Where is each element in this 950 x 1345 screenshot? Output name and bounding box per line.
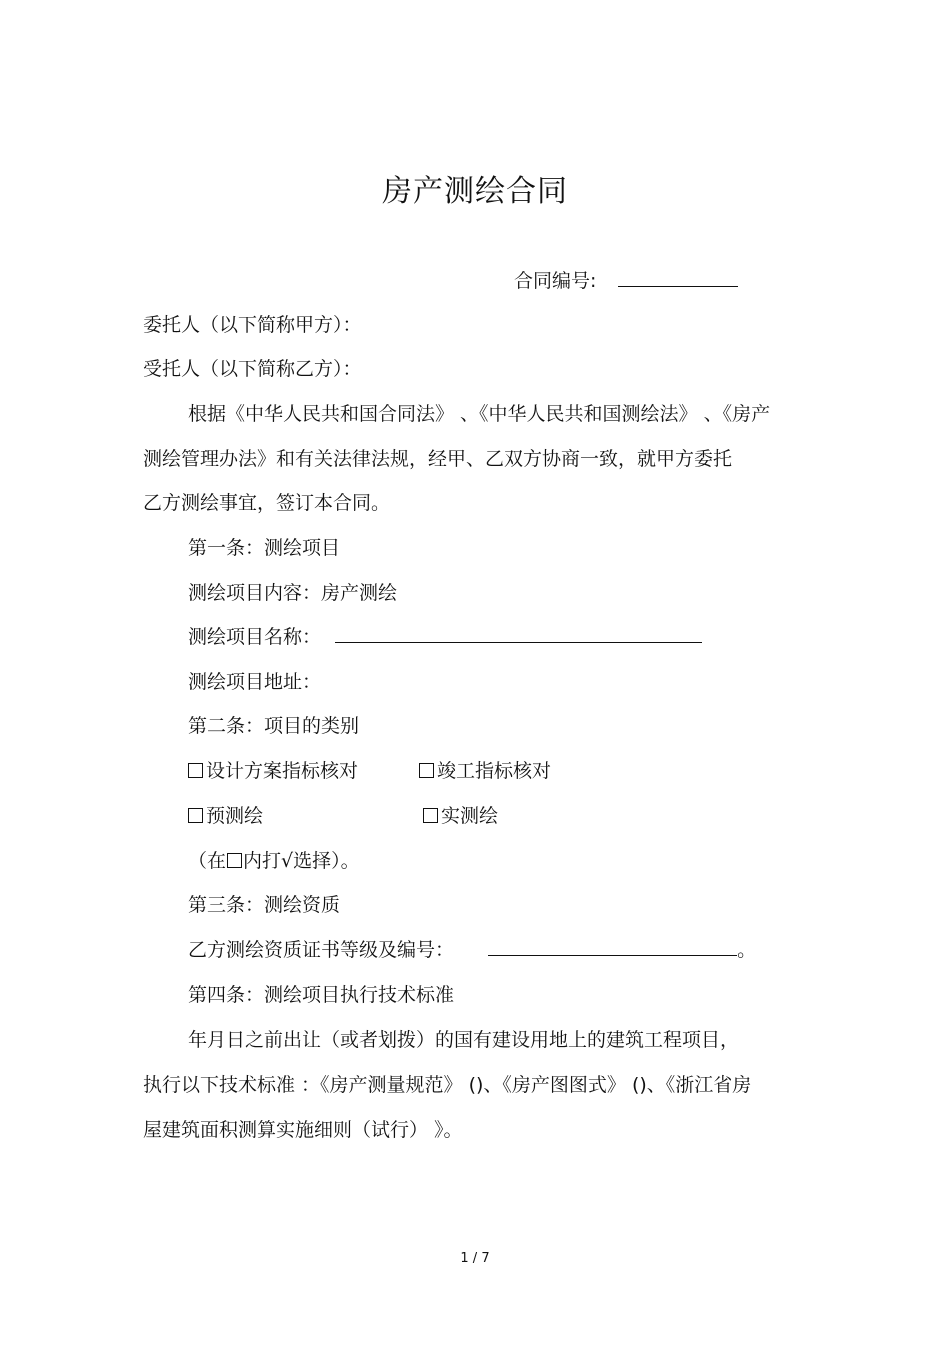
option-pre-survey-label: 预测绘 [206, 805, 264, 827]
intro-line-3: 乙方测绘事宜，签订本合同。 [143, 492, 391, 514]
article-1-heading: 第一条：测绘项目 [188, 537, 341, 559]
selection-note-post: 内打√选择）。 [243, 850, 360, 872]
document-title: 房产测绘合同 [382, 174, 568, 209]
option-completion-check-label: 竣工指标核对 [437, 760, 552, 782]
certificate-blank [488, 939, 737, 956]
checkbox-actual-survey[interactable] [423, 808, 438, 823]
article-4-heading: 第四条：测绘项目执行技术标准 [188, 984, 455, 1006]
party-a-line: 委托人（以下简称甲方）： [143, 314, 362, 336]
selection-note [188, 848, 360, 874]
article-3-heading: 第三条：测绘资质 [188, 894, 341, 916]
selection-note-pre: （在 [188, 850, 227, 872]
party-b-line: 受托人（以下简称乙方）： [143, 358, 362, 380]
option-design-check [188, 758, 358, 784]
contract-number-label: 合同编号: [514, 270, 597, 292]
option-design-check-label: 设计方案指标核对 [206, 760, 359, 782]
option-completion-check [419, 758, 551, 784]
page-number: 1 / 7 [460, 1251, 490, 1266]
article-2-heading: 第二条：项目的类别 [188, 715, 360, 737]
certificate-row [188, 937, 756, 963]
certificate-end: 。 [737, 939, 757, 961]
option-actual-survey [423, 803, 498, 829]
project-content: 测绘项目内容：房产测绘 [188, 582, 398, 604]
checkbox-completion-check[interactable] [419, 763, 434, 778]
option-actual-survey-label: 实测绘 [441, 805, 499, 827]
intro-line-2: 测绘管理办法》和有关法律法规，经甲、乙双方协商一致，就甲方委托 [143, 448, 733, 470]
project-name-label: 测绘项目名称： [188, 626, 322, 648]
certificate-label: 乙方测绘资质证书等级及编号： [188, 939, 455, 961]
contract-number-blank [618, 270, 738, 287]
checkbox-design-check[interactable] [188, 763, 203, 778]
checkbox-glyph-icon [227, 853, 242, 868]
standard-line-3: 屋建筑面积测算实施细则（试行） 》。 [143, 1119, 463, 1141]
contract-number-row [514, 268, 738, 294]
standard-line-2: 执行以下技术标准 ：《房产测量规范》 ()、《房产图图式》 ()、《浙江省房 [143, 1074, 752, 1096]
option-pre-survey [188, 803, 263, 829]
project-name-blank [335, 626, 702, 643]
project-name-row [188, 624, 702, 650]
intro-line-1: 根据《中华人民共和国合同法》 、《中华人民共和国测绘法》 、《房产 [188, 403, 771, 425]
checkbox-pre-survey[interactable] [188, 808, 203, 823]
standard-line-1: 年月日之前出让（或者划拨）的国有建设用地上的建筑工程项目， [188, 1029, 740, 1051]
project-address-label: 测绘项目地址： [188, 671, 322, 693]
